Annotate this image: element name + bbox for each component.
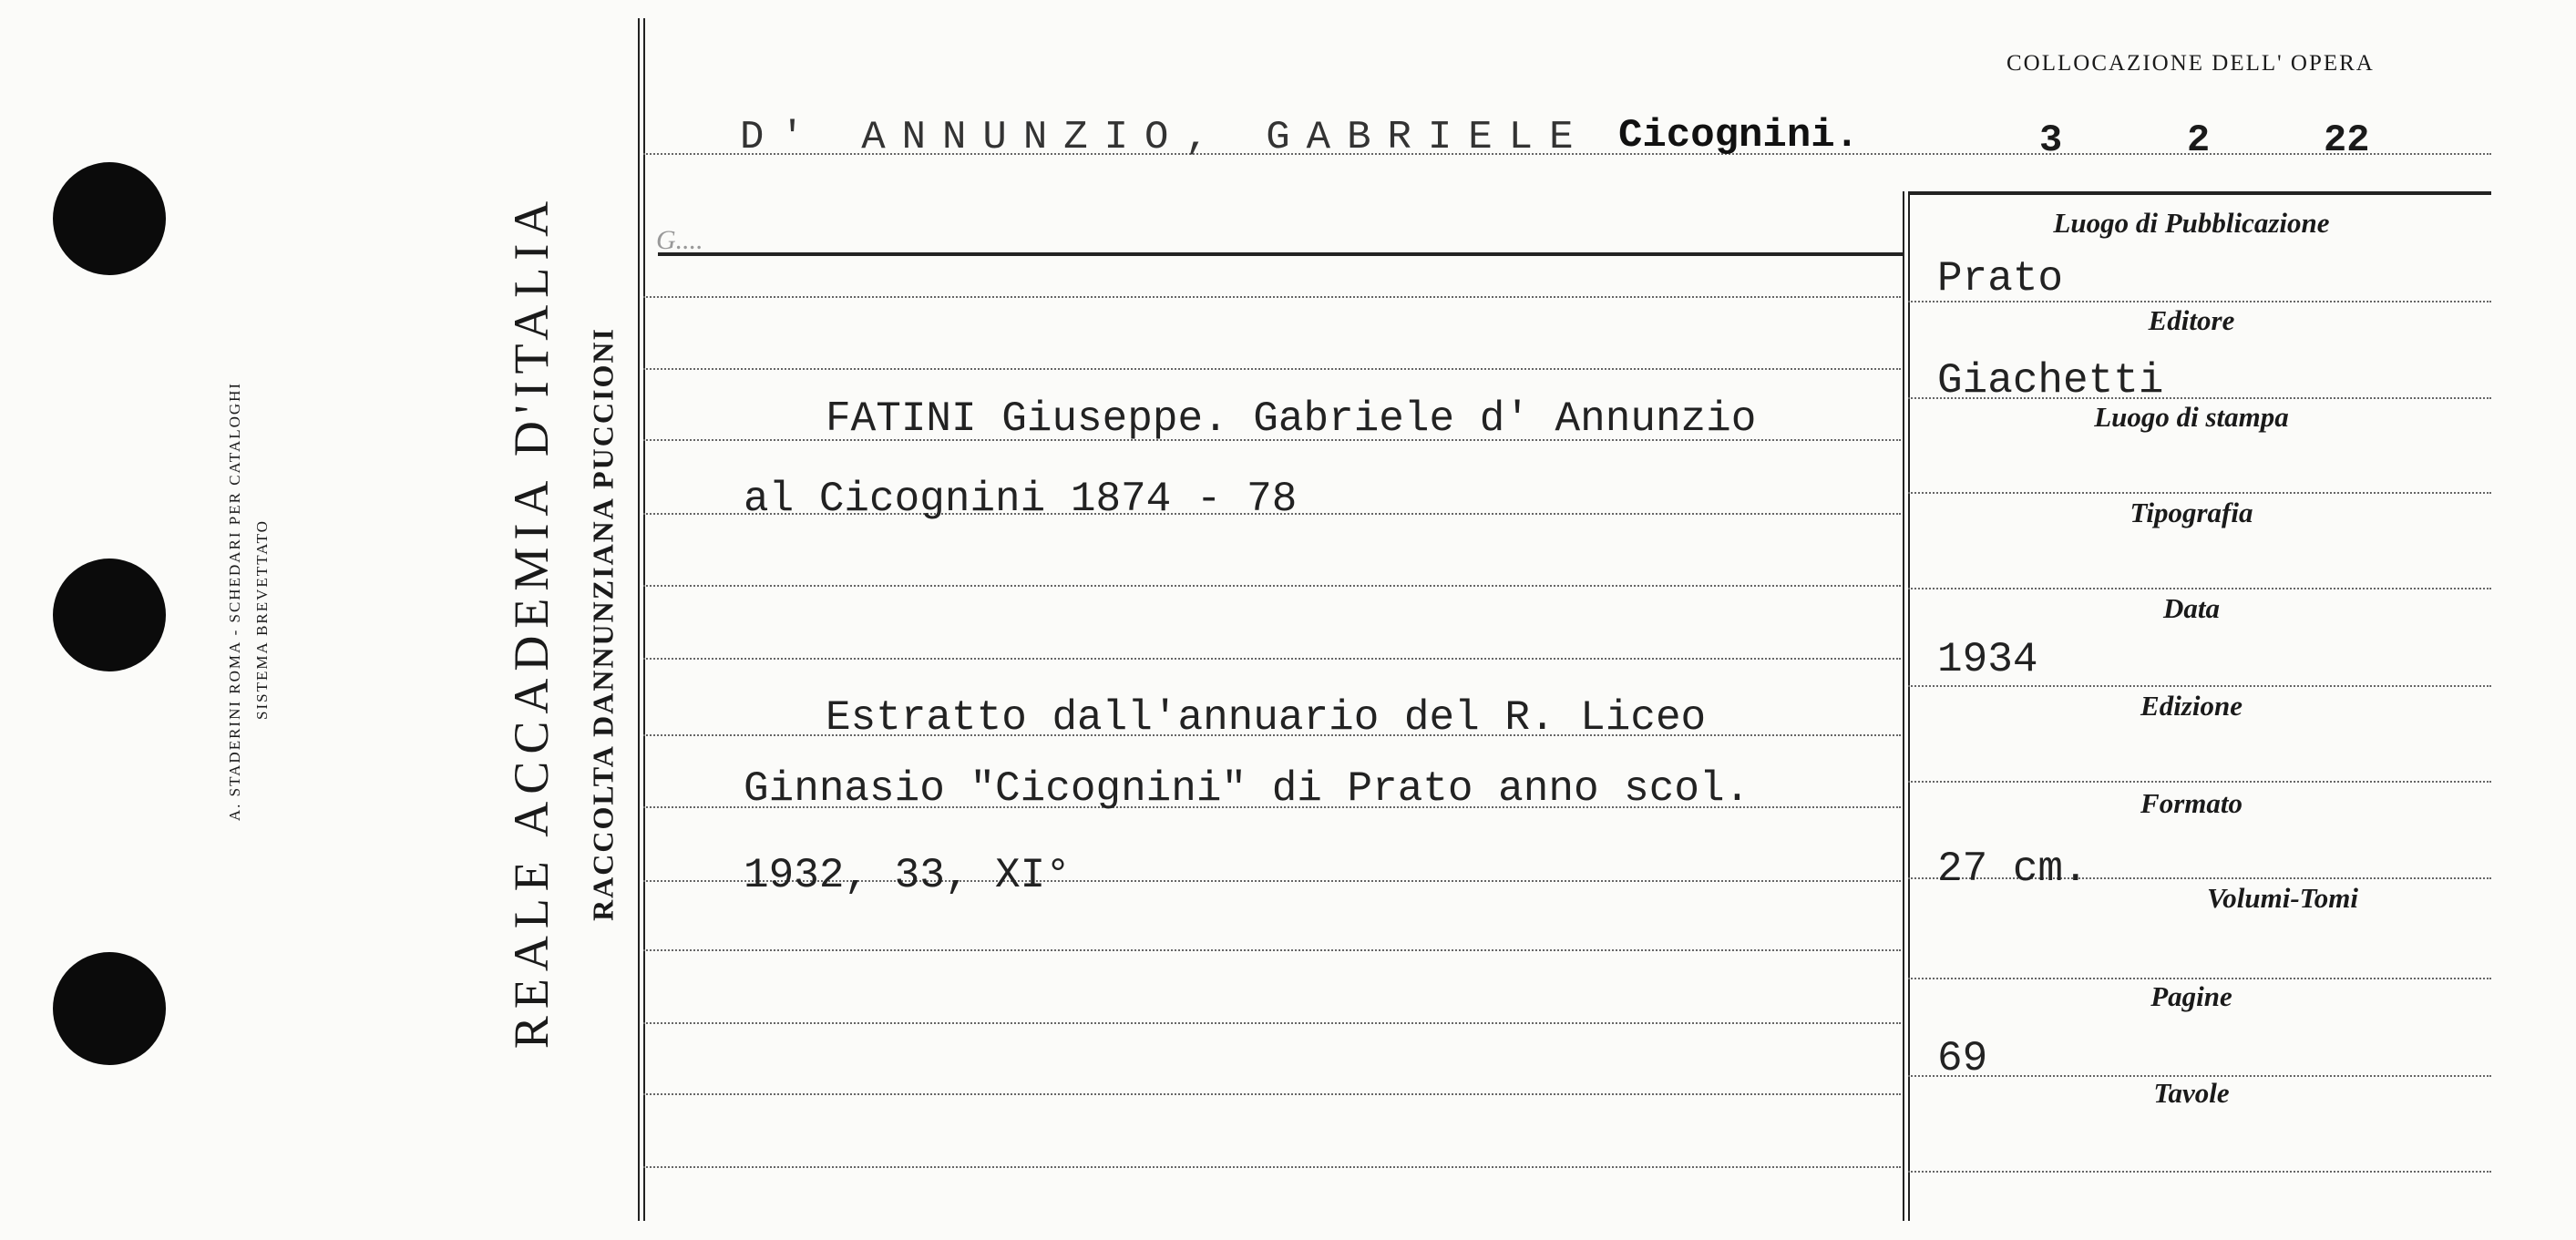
field-value-pagine: 69	[1937, 1035, 1988, 1082]
field-rule	[1908, 1171, 2491, 1173]
rule-line	[643, 949, 1901, 951]
field-label-luogo-stampa: Luogo di stampa	[2094, 401, 2289, 433]
patent-note: SISTEMA BREVETTATO	[253, 519, 271, 720]
punch-hole	[53, 559, 166, 671]
punch-hole	[53, 952, 166, 1065]
rule-line	[643, 658, 1901, 660]
rule-line	[643, 1022, 1901, 1024]
heading-rule	[658, 252, 1903, 256]
field-label-luogo-pubblicazione: Luogo di Pubblicazione	[2053, 207, 2330, 239]
fields-top-rule	[1908, 191, 2491, 195]
rule-line	[643, 296, 1901, 298]
field-rule	[1908, 685, 2491, 687]
academy-title: REALE ACCADEMIA D'ITALIA	[504, 193, 559, 1050]
printer-credit: A. STADERINI ROMA - SCHEDARI PER CATALOGHI	[226, 381, 243, 822]
rule-line	[643, 368, 1901, 370]
field-label-editore: Editore	[2148, 304, 2235, 336]
field-value-formato: 27 cm.	[1937, 845, 2089, 893]
field-label-tavole: Tavole	[2153, 1077, 2230, 1109]
field-label-volumi-tomi: Volumi-Tomi	[2207, 882, 2358, 914]
subject-heading: Cicognini.	[1618, 113, 1860, 159]
collection-title: RACCOLTA DANNUNZIANA PUCCIONI	[586, 327, 620, 921]
entry-line: 1932, 33, XI°	[744, 852, 1071, 899]
rule-line	[643, 1166, 1901, 1168]
field-label-edizione: Edizione	[2140, 690, 2242, 722]
author-heading: D' ANNUNZIO, GABRIELE	[740, 115, 1590, 160]
shelf-number: 3	[2039, 118, 2063, 162]
field-rule	[1908, 492, 2491, 494]
rule-line	[643, 1093, 1901, 1095]
field-label-tipografia: Tipografia	[2130, 497, 2253, 528]
entry-line: Ginnasio "Cicognini" di Prato anno scol.	[744, 765, 1750, 813]
field-rule	[1908, 781, 2491, 783]
rule-line	[643, 585, 1901, 587]
field-value-luogo-pubblicazione: Prato	[1937, 255, 2064, 302]
entry-line: al Cicognini 1874 - 78	[744, 476, 1298, 523]
field-label-formato: Formato	[2140, 787, 2242, 819]
field-label-pagine: Pagine	[2150, 980, 2232, 1012]
shelf-number: 22	[2324, 118, 2370, 162]
entry-line: Estratto dall'annuario del R. Liceo	[826, 694, 1707, 742]
faint-note: G....	[656, 225, 703, 255]
punch-hole	[53, 162, 166, 275]
shelf-number: 2	[2187, 118, 2211, 162]
left-border-inner	[643, 18, 645, 1221]
field-value-editore: Giachetti	[1937, 357, 2164, 405]
field-rule	[1908, 588, 2491, 589]
left-border	[638, 18, 640, 1221]
field-label-data: Data	[2163, 592, 2220, 624]
field-rule	[1908, 978, 2491, 979]
field-value-data: 1934	[1937, 636, 2038, 683]
collocation-label: COLLOCAZIONE DELL' OPERA	[2006, 51, 2375, 76]
entry-line: FATINI Giuseppe. Gabriele d' Annunzio	[826, 395, 1757, 443]
